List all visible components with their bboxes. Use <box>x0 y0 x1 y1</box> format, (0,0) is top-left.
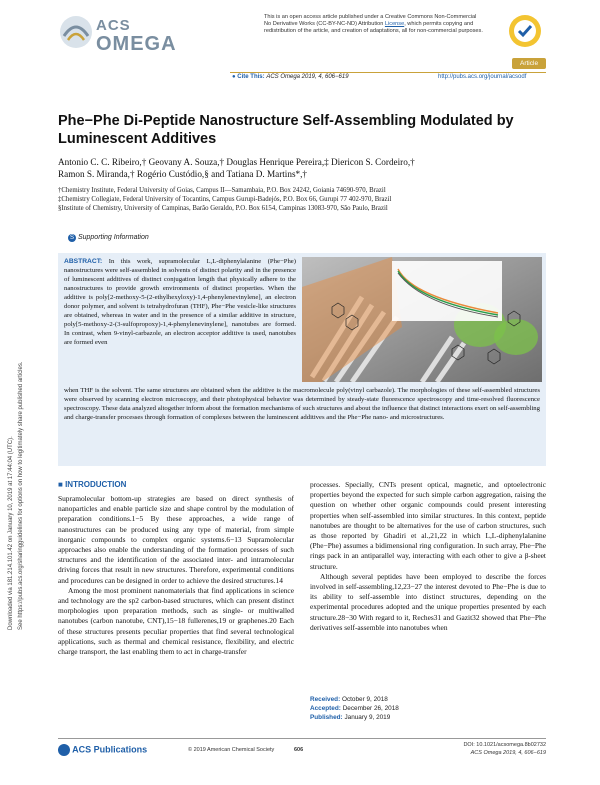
author-line-1: Antonio C. C. Ribeiro,† Geovany A. Souza,† Douglas Henrique Pereira,‡ Diericon S. Cordeiro,† <box>58 157 415 167</box>
intro-right-column <box>310 480 546 633</box>
affiliation-3: §Institute of Chemistry, University of Campinas, Barão Geraldo, P.O. Box 6154, Campinas 13083-970, São Paulo, Brazil <box>58 205 388 212</box>
paper-title: Phe−Phe Di-Peptide Nanostructure Self-Assembling Modulated by Luminescent Additives <box>58 113 514 147</box>
toc-graphic <box>302 257 542 382</box>
header-rule <box>230 72 546 73</box>
acs-logo-icon <box>58 744 70 756</box>
author-line-2: Ramon S. Miranda,† Rogério Custódio,§ and Tatiana D. Martins*,† <box>58 169 308 179</box>
published-date: Published: January 9, 2019 <box>310 714 391 721</box>
watermark-line-1: Downloaded via 181.214.101.42 on January 10, 2019 at 17:44:04 (UTC). <box>8 436 14 630</box>
acs-publications-logo[interactable]: ACS Publications <box>58 744 147 756</box>
journal-name-bottom: OMEGA <box>96 33 177 55</box>
journal-name-top: ACS <box>96 17 131 34</box>
author-list <box>58 156 558 180</box>
cite-icon: ● <box>232 74 236 80</box>
download-watermark <box>6 150 36 630</box>
introduction-heading: ■ INTRODUCTION <box>58 480 127 489</box>
page-number: 606 <box>294 747 304 753</box>
intro-paragraph-1: Supramolecular bottom-up strategies are based on direct synthesis of nanoparticles and enable particle size and shape control by the modulation of preparation conditions.1−5 By these approaches, a wide range of nanostructures can be produced using any type of material, from simple inorganic compounds to complex organic systems.6−13 Supramolecular approaches also enable the understanding of the formation processes of such structures and the identification of the associated inter- and intramolecular driving forces that result in new structures. Therefore, experimental conditions and procedures can be designed in order to achieve the desired structures.14 <box>58 494 294 585</box>
intro-paragraph-3: processes. Specially, CNTs present optical, magnetic, and optoelectronic properties beyond the expected for such simple carbon aggregation, raising the question on whether other organic compounds could present interesting properties when self-assembled into similar structures. In this context, peptide nanotubes are thought to be alternatives for the use of carbon structures, such as those reported by Ghadiri et al.,21,22 in which L,L-diphenylalanine (Phe−Phe) assumes a bidimensional ring configuration. In such array, Phe−Phe rings pack in an antiparallel way, interacting with each other to give a β-sheet structure. <box>310 480 546 571</box>
supporting-info-link[interactable]: S Supporting Information <box>69 234 149 241</box>
affiliation-2: ‡Chemistry Collegiate, Federal University of Tocantins, Campus Gurupi-Badejós, P.O. Box 66, Gurupi 77 402-970, Brazil <box>58 196 392 203</box>
supporting-info-icon: S <box>69 235 74 241</box>
toc-graphic-image <box>302 257 542 382</box>
affiliations <box>58 186 578 213</box>
watermark-line-2: See https://pubs.acs.org/sharingguidelines for options on how to legitimately share published articles. <box>18 361 24 630</box>
license-link[interactable]: License <box>384 21 405 27</box>
abstract-wide-text: when THF is the solvent. The same structures are obtained when the additive is the macromolecule poly(vinyl carbazole). The morphologies of these self-assembled structures were observed by scanning electron microscopy, and their photophysical behavior was determined by steady-state fluorescence spectroscopy and time-resolved fluorescence spectroscopy. These data analyzed altogether inform about the formation mechanisms of such structures and about the influence that distinct interactions exert on self-assembling and charge-transfer processes through formation of complexes between the luminescent additives and the Phe−Phe nano- and microstructures. <box>64 387 540 421</box>
footer-rule <box>58 738 546 739</box>
journal-url[interactable]: http://pubs.acs.org/journal/acsodf <box>438 74 527 80</box>
author-choice-badge <box>508 14 542 48</box>
intro-left-column <box>58 494 294 657</box>
footer-doi[interactable]: DOI: 10.1021/acsomega.8b02732 <box>463 742 546 748</box>
affiliation-1: †Chemistry Institute, Federal University of Goias, Campus II—Samambaia, P.O. Box 24242, Goiania 74690-970, Brazil <box>58 187 386 194</box>
abstract-narrow-text: ABSTRACT: In this work, supramolecular L,L-diphenylalanine (Phe−Phe) nanostructures were self-assembled in solvents of distinct polarity and in the presence of luminescent additives of distinct conjugation length that physically adhere to the nanostructures to provide growth environments of distinct properties. When the additive is poly[2-methoxy-5-(2-ethylhexyloxy)-1,4-phenylenevinylene], an electron donor polymer, and solvent is tetrahydrofuran (THF), Phe−Phe vesicle-like structures are obtained, whereas in water and in the presence of a similar additive in structure, poly[5-methoxy-2-(3-sulfopropoxy)-1,4-phenylenevinylene], nanotubes are formed. In contrast, when 9-vinyl-carbazole, an electron acceptor additive is used, nanotubes are formed even <box>64 258 296 346</box>
article-type-tag: Article <box>512 58 546 69</box>
section-bullet-icon: ■ <box>58 480 63 489</box>
acs-omega-logo-icon <box>58 14 94 50</box>
received-date: Received: October 9, 2018 <box>310 696 388 703</box>
journal-logo[interactable] <box>58 14 94 55</box>
publication-dates <box>310 695 399 722</box>
copyright: © 2019 American Chemical Society <box>188 747 275 753</box>
accepted-date: Accepted: December 26, 2018 <box>310 705 399 712</box>
license-notice: This is an open access article published under a Creative Commons Non-Commercial No Derivative Works (CC-BY-NC-ND) Attribution License, which permits copying and redistribution of the article, and creation of adaptations, all for non-commercial purposes. <box>264 14 483 34</box>
cite-this[interactable]: ● Cite This: ACS Omega 2019, 4, 606−619 <box>232 74 349 80</box>
author-choice-icon <box>508 14 542 48</box>
footer-citation: ACS Omega 2019, 4, 606−619 <box>470 750 546 756</box>
intro-paragraph-2: Among the most prominent nanomaterials that find applications in science and technology are the sp2 carbon-based structures, which can present distinct morphologies upon preparation methods, such as single- or multiwalled nanotubes (carbon nanotube, CNT),15−18 fullerenes,19 or graphenes.20 Each of these structures presents peculiar properties that find several technological applications, such as thermal and chemical resistance, flexibility, and electric charge transport, the last enabling them to act in charge-transfer <box>58 585 294 657</box>
intro-paragraph-4: Although several peptides have been employed to describe the forces involved in self-assembling,12,23−27 the interest devoted to Phe−Phe is due to its ability to self-assemble into distinct structures, depending on the experimental procedures adopted and the unique properties presented by each structure.28−30 With regard to it, Reches31 and Gazit32 showed that Phe−Phe derivatives self-assemble into nanotubes when <box>310 571 546 632</box>
